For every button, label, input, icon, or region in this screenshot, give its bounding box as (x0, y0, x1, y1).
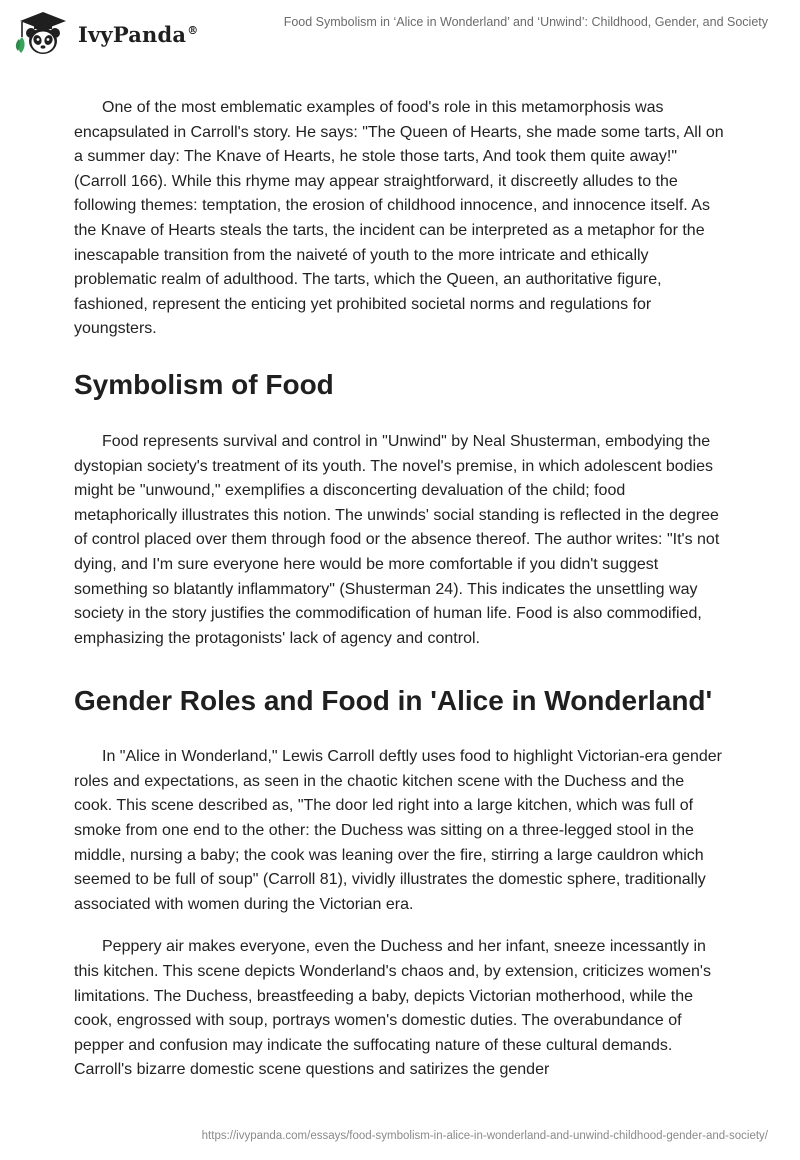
page-header (0, 0, 800, 64)
panda-graduation-cap-logo-icon (14, 9, 72, 57)
body-paragraph-1: One of the most emblematic examples of food's role in this metamorphosis was encapsulated in Carroll's story. He says: "The Queen of Hearts, she made some tarts, All on a summer day: The Knave of Hearts, he stole those tarts, And took them quite away!" (Carroll 166). While this rhyme may appear straightforward, it discreetly alludes to the following themes: temptation, the erosion of childhood innocence, and innocence itself. As the Knave of Hearts steals the tarts, the incident can be interpreted as a metaphor for the inescapable transition from the naiveté of youth to the more intricate and ethically problematic realm of adulthood. The tarts, which the Queen, an authoritative figure, fashioned, represent the enticing yet prohibited societal norms and regulations for youngsters. (74, 99, 724, 338)
brand-name: IvyPanda® (78, 21, 199, 47)
section-heading-symbolism-of-food: Symbolism of Food (74, 368, 334, 400)
brand-logo[interactable] (14, 9, 198, 57)
essay-content (74, 96, 726, 1083)
section-heading-gender-roles: Gender Roles and Food in 'Alice in Wonderland' (74, 685, 713, 717)
source-url[interactable]: https://ivypanda.com/essays/food-symbolism-in-alice-in-wonderland-and-unwind-childhood-gender-and-society/ (201, 1130, 768, 1142)
body-paragraph-2: Food represents survival and control in "Unwind" by Neal Shusterman, embodying the dystopian society's treatment of its youth. The novel's premise, in which adolescent bodies might be "unwound," exemplifies a disconcerting devaluation of the child; food metaphorically illustrates this notion. The unwinds' social standing is reflected in the degree of control placed over them through food or the absence thereof. The author writes: "It's not dying, and I'm sure everyone here would be more comfortable if you didn't suggest something so blatantly inflammatory" (Shusterman 24). This indicates the unsettling way society in the story justifies the commodification of human life. Food is also commodified, emphasizing the protagonists' lack of agency and control. (74, 432, 720, 647)
registered-mark: ® (187, 23, 199, 37)
body-paragraph-4: Peppery air makes everyone, even the Duchess and her infant, sneeze incessantly in this kitchen. This scene depicts Wonderland's chaos and, by extension, criticizes women's limitations. The Duchess, breastfeeding a baby, depicts Victorian motherhood, while the cook, engrossed with soup, portrays women's domestic duties. The overabundance of pepper and confusion may indicate the suffocating nature of these cultural demands. Carroll's bizarre domestic scene questions and satirizes the gender (74, 938, 711, 1079)
document-title: Food Symbolism in ‘Alice in Wonderland’ and ‘Unwind’: Childhood, Gender, and Society (283, 15, 768, 29)
body-paragraph-3: In "Alice in Wonderland," Lewis Carroll deftly uses food to highlight Victorian-era gender roles and expectations, as seen in the chaotic kitchen scene with the Duchess and the cook. This scene described as, "The door led right into a large kitchen, which was full of smoke from one end to the other: the Duchess was sitting on a three-legged stool in the middle, nursing a baby; the cook was leaning over the fire, stirring a large cauldron which seemed to be full of soup" (Carroll 81), vividly illustrates the domestic sphere, traditionally associated with women during the Victorian era. (74, 748, 722, 913)
